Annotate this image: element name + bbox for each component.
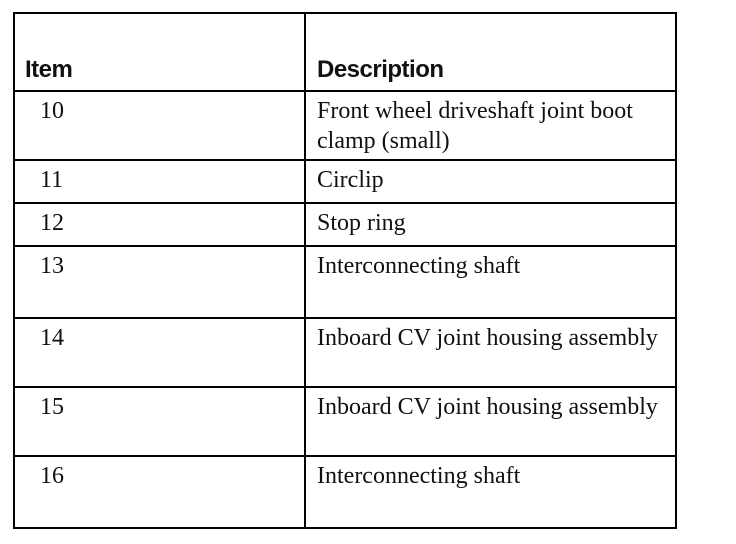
item-number: 10: [14, 91, 305, 160]
item-number: 15: [14, 387, 305, 456]
header-item: Item: [14, 13, 305, 91]
item-number: 12: [14, 203, 305, 246]
item-description: Inboard CV joint housing assembly: [305, 318, 676, 387]
parts-table: [13, 12, 677, 529]
item-description: Inboard CV joint housing assembly: [305, 387, 676, 456]
table-row: [14, 456, 676, 528]
table-body: [14, 91, 676, 528]
item-description: Interconnecting shaft: [305, 246, 676, 318]
item-number: 16: [14, 456, 305, 528]
item-number: 14: [14, 318, 305, 387]
table-row: [14, 91, 676, 160]
table-row: [14, 160, 676, 203]
item-description: Stop ring: [305, 203, 676, 246]
header-description: Description: [305, 13, 676, 91]
header-row: [14, 13, 676, 91]
table-row: [14, 203, 676, 246]
item-description: Circlip: [305, 160, 676, 203]
table-header: [14, 13, 676, 91]
item-number: 13: [14, 246, 305, 318]
item-description: Front wheel driveshaft joint boot clamp (small): [305, 91, 676, 160]
table-row: [14, 387, 676, 456]
item-number: 11: [14, 160, 305, 203]
table-row: [14, 246, 676, 318]
table-row: [14, 318, 676, 387]
item-description: Interconnecting shaft: [305, 456, 676, 528]
